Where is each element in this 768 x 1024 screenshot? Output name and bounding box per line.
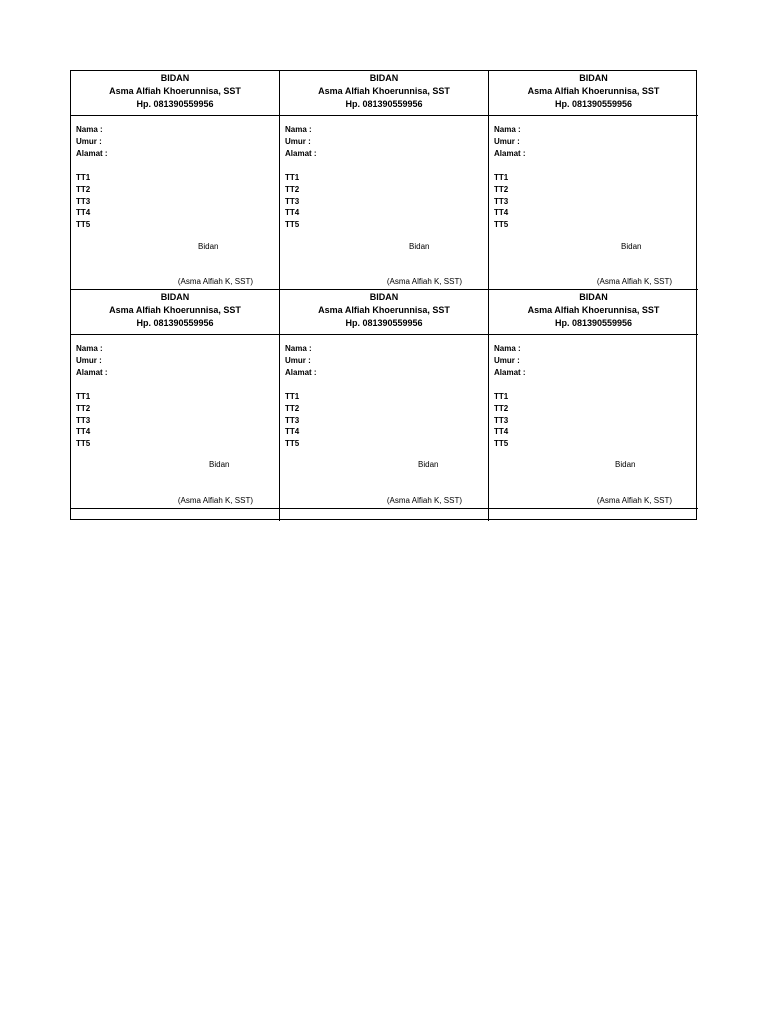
alamat-label: Alamat :: [494, 368, 526, 377]
tt-item: TT3: [76, 196, 91, 206]
midwife-name: Asma Alfiah Khoerunnisa, SST: [527, 86, 660, 96]
tt-item: TT2: [494, 403, 509, 413]
tt-item: TT4: [494, 427, 509, 437]
patient-fields: [494, 124, 526, 160]
header-divider: [489, 115, 698, 116]
tt-list: [285, 172, 299, 231]
alamat-label: Alamat :: [76, 368, 108, 377]
phone-number: Hp. 081390559956: [136, 99, 214, 109]
nama-label: Nama :: [285, 344, 312, 353]
tt-item: TT4: [285, 427, 300, 437]
card-header: [489, 290, 698, 330]
signature-title: Bidan: [418, 460, 439, 469]
tt-item: TT5: [76, 439, 91, 449]
tt-item: TT4: [285, 208, 300, 218]
midwife-card: [71, 290, 280, 509]
tt-item: TT1: [494, 392, 509, 401]
card-header: [71, 290, 279, 330]
alamat-label: Alamat :: [285, 149, 317, 158]
tt-list: [76, 172, 90, 231]
phone-number: Hp. 081390559956: [345, 318, 423, 328]
midwife-card: [280, 71, 489, 290]
tt-item: TT4: [494, 208, 509, 218]
tt-item: TT1: [76, 173, 91, 182]
midwife-card: [71, 71, 280, 290]
tt-item: TT3: [285, 196, 300, 206]
card-title: BIDAN: [160, 292, 190, 302]
tt-item: TT2: [76, 403, 91, 413]
signature-name: (Asma Alfiah K, SST): [386, 277, 462, 286]
midwife-name: Asma Alfiah Khoerunnisa, SST: [318, 86, 450, 96]
tt-item: TT1: [285, 392, 300, 401]
bottom-empty-row: [71, 509, 696, 521]
header-divider: [280, 115, 488, 116]
card-header: [71, 71, 279, 111]
tt-item: TT3: [76, 415, 91, 425]
patient-fields: [285, 343, 317, 379]
header-divider: [71, 115, 279, 116]
umur-label: Umur :: [285, 137, 311, 146]
signature-name: (Asma Alfiah K, SST): [386, 496, 462, 505]
card-header: [280, 290, 488, 330]
tt-item: TT5: [494, 439, 509, 449]
tt-item: TT3: [494, 196, 509, 206]
empty-cell: [280, 509, 489, 521]
nama-label: Nama :: [76, 125, 103, 134]
tt-item: TT5: [494, 220, 509, 230]
tt-item: TT5: [285, 439, 300, 449]
umur-label: Umur :: [494, 356, 520, 365]
tt-item: TT2: [76, 184, 91, 194]
card-title: BIDAN: [160, 73, 190, 83]
signature-name: (Asma Alfiah K, SST): [596, 277, 672, 286]
phone-number: Hp. 081390559956: [136, 318, 214, 328]
tt-item: TT5: [76, 220, 91, 230]
midwife-name: Asma Alfiah Khoerunnisa, SST: [109, 305, 241, 315]
card-title: BIDAN: [579, 73, 608, 83]
tt-item: TT3: [285, 415, 300, 425]
patient-fields: [76, 343, 108, 379]
signature-name: (Asma Alfiah K, SST): [596, 496, 672, 505]
signature-title: Bidan: [198, 242, 219, 251]
alamat-label: Alamat :: [494, 149, 526, 158]
signature-title: Bidan: [409, 242, 430, 251]
midwife-card: [489, 290, 698, 509]
tt-item: TT4: [76, 427, 91, 437]
tt-item: TT2: [285, 184, 300, 194]
patient-fields: [76, 124, 108, 160]
midwife-card: [280, 290, 489, 509]
umur-label: Umur :: [494, 137, 520, 146]
tt-list: [285, 391, 299, 450]
midwife-name: Asma Alfiah Khoerunnisa, SST: [109, 86, 241, 96]
card-header: [280, 71, 488, 111]
tt-item: TT4: [76, 208, 91, 218]
nama-label: Nama :: [494, 125, 521, 134]
tt-item: TT5: [285, 220, 300, 230]
midwife-name: Asma Alfiah Khoerunnisa, SST: [318, 305, 450, 315]
card-title: BIDAN: [369, 73, 399, 83]
umur-label: Umur :: [76, 137, 102, 146]
card-sheet: [70, 70, 697, 520]
card-title: BIDAN: [369, 292, 399, 302]
card-header: [489, 71, 698, 111]
patient-fields: [494, 343, 526, 379]
tt-item: TT3: [494, 415, 509, 425]
tt-list: [494, 172, 508, 231]
tt-list: [76, 391, 90, 450]
tt-item: TT1: [285, 173, 300, 182]
header-divider: [489, 334, 698, 335]
signature-title: Bidan: [621, 242, 642, 251]
signature-name: (Asma Alfiah K, SST): [177, 277, 253, 286]
nama-label: Nama :: [494, 344, 521, 353]
midwife-name: Asma Alfiah Khoerunnisa, SST: [527, 305, 660, 315]
tt-item: TT2: [285, 403, 300, 413]
tt-item: TT1: [494, 173, 509, 182]
signature-name: (Asma Alfiah K, SST): [177, 496, 253, 505]
signature-title: Bidan: [615, 460, 636, 469]
alamat-label: Alamat :: [76, 149, 108, 158]
header-divider: [71, 334, 279, 335]
phone-number: Hp. 081390559956: [554, 318, 633, 328]
patient-fields: [285, 124, 317, 160]
nama-label: Nama :: [76, 344, 103, 353]
phone-number: Hp. 081390559956: [345, 99, 423, 109]
header-divider: [280, 334, 488, 335]
tt-list: [494, 391, 508, 450]
tt-item: TT1: [76, 392, 91, 401]
alamat-label: Alamat :: [285, 368, 317, 377]
umur-label: Umur :: [285, 356, 311, 365]
nama-label: Nama :: [285, 125, 312, 134]
phone-number: Hp. 081390559956: [554, 99, 633, 109]
midwife-card: [489, 71, 698, 290]
card-title: BIDAN: [579, 292, 608, 302]
signature-title: Bidan: [209, 460, 230, 469]
umur-label: Umur :: [76, 356, 102, 365]
empty-cell: [71, 509, 280, 521]
tt-item: TT2: [494, 184, 509, 194]
